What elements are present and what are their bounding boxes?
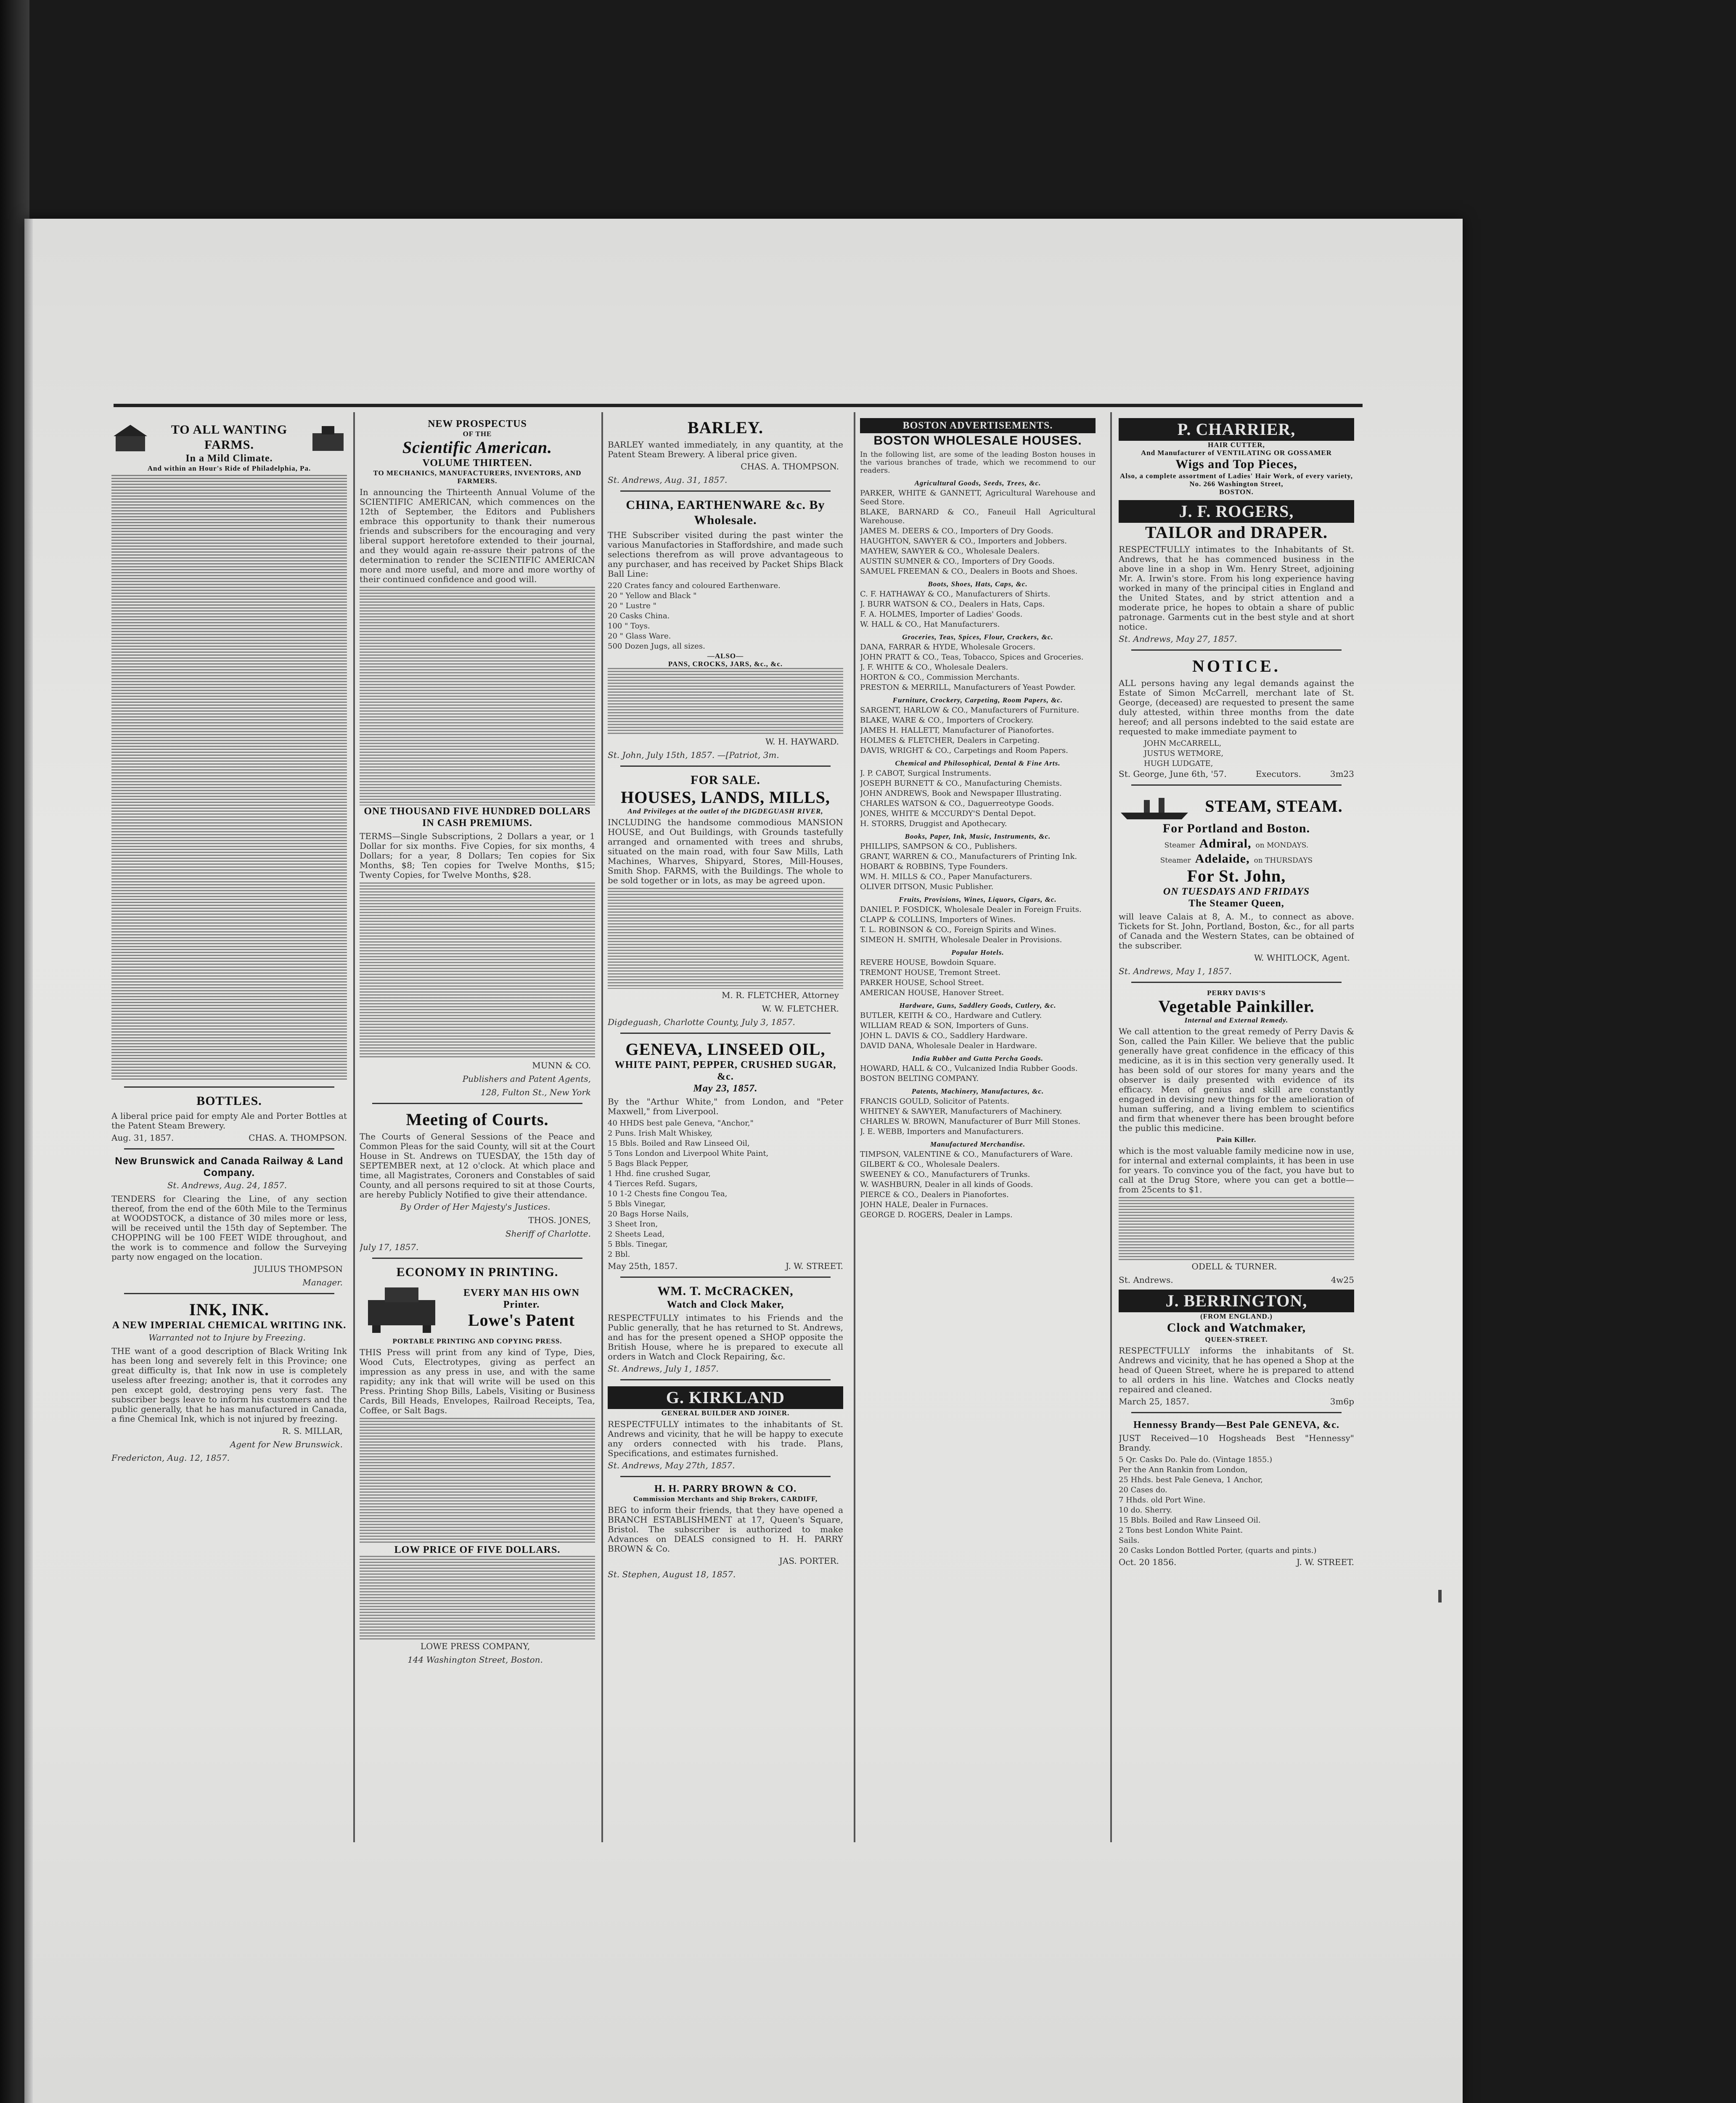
notice-name: JUSTUS WETMORE, — [1144, 749, 1224, 758]
charrier-city: BOSTON. — [1219, 488, 1254, 496]
divider — [1131, 1412, 1342, 1413]
china-also: —ALSO— — [707, 652, 744, 660]
rogers-subtitle: TAILOR and DRAPER. — [1145, 523, 1328, 542]
brandy-item: 5 Qr. Casks Do. Pale do. (Vintage 1855.) — [1119, 1455, 1273, 1464]
brandy-text: JUST Received—10 Hogsheads Best "Hennessy" Brandy. — [1119, 1433, 1354, 1453]
geneva-item: 1 Hhd. fine crushed Sugar, — [608, 1169, 711, 1178]
rogers-title: J. F. ROGERS, — [1119, 500, 1354, 523]
sale-big-title: HOUSES, LANDS, MILLS, — [621, 788, 830, 807]
brandy-signature: J. W. STREET. — [1296, 1557, 1354, 1567]
steam-title: STEAM, STEAM. — [1205, 797, 1343, 816]
brandy-item: 20 Casks London Bottled Porter, (quarts and pints.) — [1119, 1546, 1317, 1555]
boston-listing: PHILLIPS, SAMPSON & CO., Publishers. — [860, 842, 1017, 851]
charrier-text-2: Also, a complete assortment of Ladies' Hair Work, of every variety, — [1119, 472, 1353, 480]
boston-listing: TREMONT HOUSE, Tremont Street. — [860, 968, 1001, 977]
notice-name: JOHN McCARRELL, — [1144, 739, 1222, 748]
boston-listing: HAUGHTON, SAWYER & CO., Importers and Jobbers. — [860, 537, 1067, 546]
mccracken-title: WM. T. McCRACKEN, — [657, 1284, 794, 1298]
geneva-item: 40 HHDS best pale Geneva, "Anchor," — [608, 1119, 754, 1128]
boston-sections — [860, 479, 1096, 1219]
rogers-date: St. Andrews, May 27, 1857. — [1119, 634, 1237, 644]
sa-volume: VOLUME THIRTEEN. — [422, 458, 532, 469]
geneva-item: 2 Sheets Lead, — [608, 1230, 665, 1239]
barley-title: BARLEY. — [687, 418, 764, 437]
divider — [620, 1379, 831, 1380]
ink-date: Fredericton, Aug. 12, 1857. — [111, 1453, 230, 1463]
barley-text: BARLEY wanted immediately, in any quantity, at the Patent Steam Brewery. A liberal price given. — [608, 440, 843, 459]
boston-listing: REVERE HOUSE, Bowdoin Square. — [860, 958, 996, 967]
divider — [1131, 784, 1342, 786]
geneva-date: May 25th, 1857. — [608, 1261, 678, 1271]
sale-body-text — [608, 888, 843, 989]
boston-header: BOSTON ADVERTISEMENTS. — [860, 418, 1096, 433]
steam-text: will leave Calais at 8, A. M., to connect as above. Tickets for St. John, Portland, Boston, &c., for all parts of Canada and the Western States, can be obtained of the subscriber. — [1119, 911, 1354, 951]
geneva-item: 3 Sheet Iron, — [608, 1220, 658, 1229]
printing-body-text-2 — [360, 1556, 595, 1640]
kirkland-title: G. KIRKLAND — [608, 1386, 843, 1409]
printing-title: ECONOMY IN PRINTING. — [396, 1265, 558, 1279]
boston-listing: W. HALL & CO., Hat Manufacturers. — [860, 620, 1000, 629]
boston-listing: AMERICAN HOUSE, Hanover Street. — [860, 988, 1004, 997]
farm-building-icon — [309, 423, 347, 452]
courts-text: The Courts of General Sessions of the Peace and Common Pleas for the said County, will sit at the Court House in St. Andrews on TUESDAY, the 15th day of SEPTEMBER next, at 12 o'clock. At which place and time, all Magistrates, Coroners and Constables of said County, and all persons required to sit at those Courts, are hereby Publicly Notified to give their attendance. — [360, 1131, 595, 1200]
steam-adelaide: Adelaide, — [1195, 852, 1250, 866]
boston-listing: C. F. HATHAWAY & CO., Manufacturers of Shirts. — [860, 590, 1051, 599]
boston-listing: J. P. CABOT, Surgical Instruments. — [860, 769, 992, 778]
china-item: 20 " Glass Ware. — [608, 632, 671, 641]
brandy-date: Oct. 20 1856. — [1119, 1557, 1177, 1567]
divider — [372, 1258, 582, 1259]
ink-text: THE want of a good description of Black Writing Ink has been long and severely felt in this Province; one great difficulty is, that Ink now in use is completely useless after freezing; another is, that it corrodes any pen except gold, destroying pens very fast. The subscriber begs leave to inform his customers and the public generally, that he has manufactured in Canada, a fine Chemical Ink, which is not injured by freezing. — [111, 1346, 347, 1424]
boston-listing: SWEENEY & CO., Manufacturers of Trunks. — [860, 1170, 1030, 1179]
steam-admiral: Admiral, — [1199, 837, 1252, 850]
farms-subtitle-2: And within an Hour's Ride of Philadelphia, Pa. — [147, 464, 311, 472]
brandy-signature-row — [1119, 1557, 1354, 1567]
boston-section-heading: Manufactured Merchandise. — [930, 1140, 1026, 1148]
printing-price: LOW PRICE OF FIVE DOLLARS. — [394, 1544, 561, 1555]
boston-listing: DAVID DANA, Wholesale Dealer in Hardware. — [860, 1041, 1037, 1050]
column-rule — [601, 412, 603, 1842]
divider — [620, 1277, 831, 1278]
column-3 — [608, 412, 843, 1851]
sale-signature-2: W. W. FLETCHER. — [762, 1004, 839, 1014]
geneva-item: 2 Bbl. — [608, 1250, 630, 1259]
boston-title: BOSTON WHOLESALE HOUSES. — [873, 434, 1082, 448]
sale-text: INCLUDING the handsome commodious MANSION HOUSE, and Out Buildings, with Grounds tastefully arranged and ornamented with trees and shrubs, situated on the main road, with four Saw Mills, Lath Machines, Wharves, Shipyard, Stores, Mill-Houses, Smith Shop. FARMS, with the Buildings. The whole to be sold together or in lots, as may be agreed upon. — [608, 817, 843, 885]
kirkland-subtitle: GENERAL BUILDER AND JOINER. — [661, 1409, 790, 1417]
geneva-text: By the "Arthur White," from London, and "Peter Maxwell," from Liverpool. — [608, 1097, 843, 1116]
steam-adelaide-row — [1119, 851, 1354, 866]
china-text: THE Subscriber visited during the past winter the various Manufactories in Staffordshire, and made such selections therefrom as will prove advantageous to any purchaser, and has received by Packet Ships Black Ball Line: — [608, 530, 843, 579]
sa-body-text — [360, 587, 595, 805]
boston-listing: PRESTON & MERRILL, Manufacturers of Yeast Powder. — [860, 683, 1076, 692]
boston-listing: BLAKE, WARE & CO., Importers of Crockery. — [860, 716, 1034, 725]
farms-body-text — [111, 475, 347, 1081]
boston-listing: CHARLES WATSON & CO., Daguerreotype Goods. — [860, 799, 1054, 808]
berrington-from: (FROM ENGLAND.) — [1200, 1312, 1273, 1320]
geneva-item: 5 Tons London and Liverpool White Paint, — [608, 1149, 769, 1158]
mccracken-subtitle: Watch and Clock Maker, — [667, 1299, 784, 1310]
steam-queen: The Steamer Queen, — [1188, 898, 1284, 909]
farms-subtitle: In a Mild Climate. — [185, 453, 273, 464]
divider — [1131, 982, 1342, 983]
sa-signature: MUNN & CO. — [532, 1060, 591, 1070]
boston-listing: JOHN HALE, Dealer in Furnaces. — [860, 1200, 988, 1209]
steam-portland: For Portland and Boston. — [1162, 821, 1310, 835]
bottles-date: Aug. 31, 1857. — [111, 1133, 174, 1143]
printing-text: THIS Press will print from any kind of Type, Dies, Wood Cuts, Electrotypes, giving as perfect an impression as any press in use, and with the same rapidity; any ink that will write will be used on this Press. Printing Shop Bills, Labels, Visiting or Business Cards, Bill Heads, Envelopes, Railroad Receipts, Tea, Coffee, or Salt Bags. — [360, 1347, 595, 1415]
brandy-item: 15 Bbls. Boiled and Raw Linseed Oil. — [1119, 1516, 1261, 1525]
ink-subtitle: A NEW IMPERIAL CHEMICAL WRITING INK. — [112, 1320, 347, 1331]
railway-signature-role: Manager. — [302, 1277, 343, 1287]
geneva-item: 5 Bbls Vinegar, — [608, 1200, 666, 1208]
boston-section-heading: Groceries, Teas, Spices, Flour, Crackers, &c. — [902, 633, 1053, 641]
bottles-signature-row — [111, 1133, 347, 1142]
brandy-item: 20 Cases do. — [1119, 1486, 1167, 1494]
divider — [124, 1148, 334, 1149]
divider — [124, 1086, 334, 1088]
brandy-item: Per the Ann Rankin from London, — [1119, 1465, 1248, 1474]
boston-listing: SAMUEL FREEMAN & CO., Dealers in Boots and Shoes. — [860, 567, 1078, 576]
sa-title: Scientific American. — [402, 438, 553, 457]
boston-listing: BOSTON BELTING COMPANY. — [860, 1074, 979, 1083]
ink-signature: R. S. MILLAR, — [282, 1426, 343, 1436]
farms-header — [111, 422, 347, 453]
geneva-items-list — [608, 1119, 843, 1259]
barley-signature: CHAS. A. THOMPSON. — [741, 461, 839, 471]
geneva-item: 5 Bags Black Pepper, — [608, 1159, 689, 1168]
geneva-item: 4 Tierces Refd. Sugars, — [608, 1179, 698, 1188]
divider — [620, 765, 831, 767]
china-item: 20 Casks China. — [608, 612, 670, 620]
china-items-list — [608, 581, 843, 651]
boston-section-heading: India Rubber and Gutta Percha Goods. — [912, 1054, 1043, 1062]
bottles-signature: CHAS. A. THOMPSON. — [249, 1133, 347, 1143]
divider — [1131, 649, 1342, 651]
painkiller-city-row — [1119, 1275, 1354, 1285]
china-item: 100 " Toys. — [608, 622, 650, 630]
painkiller-city: St. Andrews. — [1119, 1275, 1173, 1285]
printing-slogan: EVERY MAN HIS OWN Printer. — [463, 1287, 580, 1310]
boston-listing: CHARLES W. BROWN, Manufacturer of Burr Mill Stones. — [860, 1117, 1081, 1126]
boston-listing: SARGENT, HARLOW & CO., Manufacturers of Furniture. — [860, 706, 1080, 715]
boston-listing: FRANCIS GOULD, Solicitor of Patents. — [860, 1097, 1010, 1106]
mccracken-date: St. Andrews, July 1, 1857. — [608, 1364, 719, 1374]
boston-listing: JOHN ANDREWS, Book and Newspaper Illustrating. — [860, 789, 1062, 798]
kirkland-date: St. Andrews, May 27th, 1857. — [608, 1460, 735, 1470]
china-also-text: PANS, CROCKS, JARS, &c., &c. — [668, 660, 783, 668]
steamship-icon — [1119, 792, 1190, 821]
steam-admiral-row — [1119, 836, 1354, 851]
berrington-title: J. BERRINGTON, — [1119, 1290, 1354, 1312]
geneva-subtitle: WHITE PAINT, PEPPER, CRUSHED SUGAR, &c. — [614, 1059, 836, 1082]
notice-text: ALL persons having any legal demands against the Estate of Simon McCarrell, merchant late of St. George, (deceased) are requested to present the same duly attested, within three months from the date hereof; and all persons indebted to the said estate are requested to make immediate payment to — [1119, 678, 1354, 736]
sa-premium: ONE THOUSAND FIVE HUNDRED DOLLARS IN CASH PREMIUMS. — [364, 806, 591, 829]
boston-listing: W. WASHBURN, Dealer in all kinds of Goods. — [860, 1180, 1033, 1189]
painkiller-prefix: PERRY DAVIS'S — [1207, 989, 1266, 997]
boston-listing: HOBART & ROBBINS, Type Founders. — [860, 862, 1008, 871]
boston-listing: JAMES M. DEERS & CO., Importers of Dry Goods. — [860, 527, 1053, 535]
sa-terms: TERMS—Single Subscriptions, 2 Dollars a year, or 1 Dollar for six months. Five Copies, for six months, 4 Dollars; for a year, 8 Dollars; Ten copies for Six Months, $8; Ten copies for Twelve Months, $15; Twenty Copies, for Twelve Months, $28. — [360, 831, 595, 880]
column-1 — [111, 412, 347, 1851]
boston-listing: WILLIAM READ & SON, Importers of Guns. — [860, 1021, 1029, 1030]
parry-signature: JAS. PORTER. — [779, 1556, 839, 1566]
notice-date: St. George, June 6th, '57. — [1119, 769, 1227, 779]
boston-section-heading: Agricultural Goods, Seeds, Trees, &c. — [914, 479, 1041, 487]
geneva-item: 20 Bags Horse Nails, — [608, 1210, 689, 1218]
geneva-item: 2 Puns. Irish Malt Whiskey, — [608, 1129, 713, 1138]
boston-listing: J. F. WHITE & CO., Wholesale Dealers. — [860, 663, 1008, 672]
courts-order: By Order of Her Majesty's Justices. — [400, 1202, 550, 1212]
ink-signature-role: Agent for New Brunswick. — [230, 1439, 343, 1449]
painkiller-text-2: which is the most valuable family medicine now in use, for internal and external complaints, it has been in use for years. To convince you of the fact, you have but to call at the Drug Store, where you can get a bottle—from 25cents to $1. — [1119, 1146, 1354, 1195]
sa-body-text-2 — [360, 882, 595, 1059]
boston-listing: GEORGE D. ROGERS, Dealer in Lamps. — [860, 1210, 1013, 1219]
sale-date: Digdeguash, Charlotte County, July 3, 1857. — [608, 1017, 795, 1027]
steam-stjohn-days: ON TUESDAYS AND FRIDAYS — [1163, 886, 1310, 897]
boston-listing: PARKER, WHITE & GANNETT, Agricultural Warehouse and Seed Store. — [860, 489, 1096, 506]
printing-signature: LOWE PRESS COMPANY, — [420, 1641, 530, 1651]
ink-title: INK, INK. — [189, 1300, 270, 1319]
railway-date: St. Andrews, Aug. 24, 1857. — [167, 1180, 287, 1190]
china-item: 20 " Lustre " — [608, 601, 656, 610]
column-4 — [860, 412, 1096, 1851]
charrier-text: And Manufacturer of VENTILATING OR GOSSAMER — [1141, 449, 1332, 457]
china-date: St. John, July 15th, 1857. —[Patriot, 3m. — [608, 750, 779, 760]
berrington-ref: 3m6p — [1330, 1396, 1354, 1406]
barley-date: St. Andrews, Aug. 31, 1857. — [608, 475, 728, 485]
berrington-date: March 25, 1857. — [1119, 1396, 1189, 1406]
boston-listing: GILBERT & CO., Wholesale Dealers. — [860, 1160, 1000, 1169]
column-5 — [1119, 412, 1354, 1851]
boston-section-heading: Books, Paper, Ink, Music, Instruments, &c. — [905, 832, 1051, 840]
column-rule — [353, 412, 355, 1842]
painkiller-subtitle: Internal and External Remedy. — [1184, 1016, 1289, 1024]
sa-signature-address: 128, Fulton St., New York — [480, 1087, 591, 1097]
china-signature: W. H. HAYWARD. — [765, 736, 839, 747]
boston-listing: WHITNEY & SAWYER, Manufacturers of Machinery. — [860, 1107, 1062, 1116]
berrington-street: QUEEN-STREET. — [1205, 1335, 1268, 1343]
rogers-text: RESPECTFULLY intimates to the Inhabitants of St. Andrews, that he has commenced business in the above line in a shop in Wm. Henry Street, adjoining Mr. A. Irwin's store. From his long experience having worked in many of the principal cities in England and the United States, and by strict attention and a moderate price, he hopes to obtain a share of public patronage. Garments cut in the best style and at short notice. — [1119, 544, 1354, 632]
courts-date: July 17, 1857. — [360, 1242, 419, 1252]
geneva-item: 15 Bbls. Boiled and Raw Linseed Oil, — [608, 1139, 750, 1148]
notice-names — [1119, 739, 1354, 768]
brandy-item: 7 Hhds. old Port Wine. — [1119, 1496, 1206, 1504]
boston-listing: PARKER HOUSE, School Street. — [860, 978, 984, 987]
steam-adelaide-day: on THURSDAYS — [1254, 856, 1313, 865]
geneva-date-head: May 23, 1857. — [693, 1083, 758, 1094]
charrier-subtitle: HAIR CUTTER, — [1208, 441, 1265, 449]
steam-adelaide-prefix: Steamer — [1160, 856, 1191, 865]
parry-title: H. H. PARRY BROWN & CO. — [654, 1483, 797, 1494]
geneva-signature: J. W. STREET. — [785, 1261, 843, 1271]
boston-listing: HOLMES & FLETCHER, Dealers in Carpeting. — [860, 736, 1040, 745]
boston-listing: GRANT, WARREN & CO., Manufacturers of Printing Ink. — [860, 852, 1077, 861]
courts-signature-role: Sheriff of Charlotte. — [505, 1229, 591, 1239]
bottles-text: A liberal price paid for empty Ale and Porter Bottles at the Patent Steam Brewery. — [111, 1111, 347, 1131]
notice-role: Executors. — [1255, 769, 1301, 779]
notice-name: HUGH LUDGATE, — [1144, 759, 1213, 768]
boston-section-heading: Chemical and Philosophical, Dental & Fine Arts. — [895, 759, 1061, 767]
painkiller-text: We call attention to the great remedy of Perry Davis & Son, called the Pain Killer. We believe that the public generally have great confidence in the efficacy of this medicine, as it is in this section very generally used. It has been sold of our stores for many years and the observer is daily presented with evidence of its efficacy. Men of genius and skill are constantly engaged in devising new things for the amelioration of human suffering, and a living emblem to scientifics and firm that whenever there has been brought before the public this medicine. — [1119, 1026, 1354, 1133]
page-left-edge — [24, 219, 33, 2103]
brandy-items-list — [1119, 1455, 1354, 1555]
boston-listing: CLAPP & COLLINS, Importers of Wines. — [860, 915, 1016, 924]
painkiller-body-text — [1119, 1197, 1354, 1260]
china-item: 220 Crates fancy and coloured Earthenware. — [608, 581, 781, 590]
charrier-title: P. CHARRIER, — [1119, 418, 1354, 441]
notice-date-row — [1119, 769, 1354, 779]
steam-stjohn: For St. John, — [1187, 866, 1286, 885]
charrier-address: No. 266 Washington Street, — [1189, 480, 1283, 488]
divider — [620, 1033, 831, 1034]
courts-signature: THOS. JONES, — [528, 1215, 591, 1225]
boston-listing: T. L. ROBINSON & CO., Foreign Spirits and Wines. — [860, 925, 1056, 934]
steam-signature: W. WHITLOCK, Agent. — [1254, 953, 1350, 963]
boston-listing: H. STORRS, Druggist and Apothecary. — [860, 819, 1007, 828]
boston-listing: PIERCE & CO., Dealers in Pianofortes. — [860, 1190, 1009, 1199]
boston-listing: HORTON & CO., Commission Merchants. — [860, 673, 1020, 682]
boston-listing: JOSEPH BURNETT & CO., Manufacturing Chemists. — [860, 779, 1062, 788]
boston-listing: J. E. WEBB, Importers and Manufacturers. — [860, 1127, 1024, 1136]
steam-admiral-day: on MONDAYS. — [1255, 841, 1309, 850]
mccracken-text: RESPECTFULLY intimates to his Friends and the Public generally, that he has returned to St. Andrews, and has for the present opened a SHOP opposite the British House, where he is prepared to execute all orders in Watch and Clock Repairing, &c. — [608, 1313, 843, 1361]
boston-listing: TIMPSON, VALENTINE & CO., Manufacturers of Ware. — [860, 1150, 1073, 1159]
boston-section-heading: Popular Hotels. — [951, 948, 1004, 956]
boston-listing: J. BURR WATSON & CO., Dealers in Hats, Caps. — [860, 600, 1045, 609]
painkiller-signature: ODELL & TURNER. — [1191, 1261, 1277, 1271]
printing-body-text — [360, 1418, 595, 1544]
divider — [620, 1476, 831, 1477]
berrington-subtitle: Clock and Watchmaker, — [1167, 1321, 1306, 1335]
geneva-title: GENEVA, LINSEED OIL, — [625, 1040, 826, 1059]
steam-header — [1119, 792, 1354, 821]
ink-warranted: Warranted not to Injure by Freezing. — [148, 1332, 306, 1343]
boston-listing: BUTLER, KEITH & CO., Hardware and Cutlery. — [860, 1011, 1042, 1020]
sale-signature: M. R. FLETCHER, Attorney — [722, 990, 839, 1000]
boston-listing: DANA, FARRAR & HYDE, Wholesale Grocers. — [860, 643, 1035, 652]
berrington-date-row — [1119, 1397, 1354, 1406]
boston-listing: JOHN PRATT & CO., Teas, Tobacco, Spices and Groceries. — [860, 653, 1084, 662]
sa-signature-role: Publishers and Patent Agents, — [462, 1074, 591, 1084]
sa-audience: TO MECHANICS, MANUFACTURERS, INVENTORS, AND FARMERS. — [373, 469, 582, 485]
boston-listing: DAVIS, WRIGHT & CO., Carpetings and Room Papers. — [860, 746, 1068, 755]
sale-title: FOR SALE. — [691, 773, 760, 787]
geneva-signature-row — [608, 1261, 843, 1271]
china-item: 500 Dozen Jugs, all sizes. — [608, 642, 705, 651]
top-rule — [114, 404, 1363, 407]
column-2 — [360, 412, 595, 1851]
divider — [124, 1293, 334, 1294]
column-rule — [854, 412, 855, 1842]
boston-listing: AUSTIN SUMNER & CO., Importers of Dry Goods. — [860, 557, 1055, 566]
boston-listing: OLIVER DITSON, Music Publisher. — [860, 882, 994, 891]
berrington-text: RESPECTFULLY informs the inhabitants of St. Andrews and vicinity, that he has opened a Shop at the head of Queen Street, where he is prepared to attend to all orders in his line. Watches and Clocks neatly repaired and cleaned. — [1119, 1345, 1354, 1394]
sale-subtitle: And Privileges at the outlet of the DIGDEGUASH RIVER, — [627, 807, 823, 815]
boston-section-heading: Boots, Shoes, Hats, Caps, &c. — [928, 580, 1028, 588]
printing-press-icon — [360, 1283, 444, 1334]
page-edge-mark — [1438, 1590, 1442, 1602]
geneva-item: 5 Bbls. Tinegar, — [608, 1240, 668, 1249]
parry-date: St. Stephen, August 18, 1857. — [608, 1569, 736, 1579]
geneva-item: 10 1-2 Chests fine Congou Tea, — [608, 1189, 728, 1198]
divider — [620, 490, 831, 492]
boston-listing: JOHN L. DAVIS & CO., Saddlery Hardware. — [860, 1031, 1028, 1040]
steam-admiral-prefix: Steamer — [1164, 841, 1195, 850]
boston-listing: SIMEON H. SMITH, Wholesale Dealer in Provisions. — [860, 935, 1062, 944]
china-title: CHINA, EARTHENWARE &c. By Wholesale. — [626, 498, 825, 527]
printing-signature-address: 144 Washington Street, Boston. — [408, 1655, 543, 1665]
boston-section-heading: Hardware, Guns, Saddlery Goods, Cutlery, &c. — [899, 1001, 1056, 1009]
boston-listing: HOWARD, HALL & CO., Vulcanized India Rubber Goods. — [860, 1064, 1078, 1073]
brandy-item: Sails. — [1119, 1536, 1140, 1545]
painkiller-title: Vegetable Painkiller. — [1158, 997, 1315, 1016]
sa-of-the: OF THE — [463, 430, 492, 438]
boston-intro: In the following list, are some of the leading Boston houses in the various branches of trade, which we recommend to our readers. — [860, 450, 1096, 475]
railway-text: TENDERS for Clearing the Line, of any section thereof, from the end of the 60th Mile to the Terminus at WOODSTOCK, a distance of 30 miles more or less, will be received until the 15th day of September. The CHOPPING will be 100 FEET WIDE throughout, and the work is to commence and follow the Surveying party now engaged on the location. — [111, 1194, 347, 1262]
railway-signature: JULIUS THOMPSON — [254, 1264, 343, 1274]
steam-date: St. Andrews, May 1, 1857. — [1119, 966, 1232, 976]
boston-listing: BLAKE, BARNARD & CO., Faneuil Hall Agricultural Warehouse. — [860, 508, 1096, 525]
china-body-text — [608, 668, 843, 735]
boston-listing: MAYHEW, SAWYER & CO., Wholesale Dealers. — [860, 547, 1040, 556]
railway-title: New Brunswick and Canada Railway & Land Company. — [115, 1155, 344, 1179]
printing-subtitle: PORTABLE PRINTING AND COPYING PRESS. — [392, 1337, 562, 1345]
boston-listing: F. A. HOLMES, Importer of Ladies' Goods. — [860, 610, 1023, 619]
kirkland-text: RESPECTFULLY intimates to the inhabitants of St. Andrews and vicinity, that he will be happy to execute any orders connected with his trade. Plans, Specifications, and estimates furnished. — [608, 1419, 843, 1458]
column-rule — [1110, 412, 1112, 1842]
boston-section-heading: Furniture, Crockery, Carpeting, Room Papers, &c. — [892, 696, 1063, 704]
sa-prospectus: NEW PROSPECTUS — [428, 418, 527, 429]
printing-patent: Lowe's Patent — [468, 1311, 575, 1330]
boston-listing: WM. H. MILLS & CO., Paper Manufacturers. — [860, 872, 1032, 881]
farms-title: TO ALL WANTING FARMS. — [171, 423, 288, 452]
painkiller-ref: 4w25 — [1331, 1275, 1354, 1285]
brandy-title: Hennessy Brandy—Best Pale GENEVA, &c. — [1133, 1420, 1339, 1430]
boston-listing: JONES, WHITE & MCCURDY'S Dental Depot. — [860, 809, 1036, 818]
printing-header — [360, 1283, 595, 1334]
notice-title: NOTICE. — [1192, 657, 1281, 675]
boston-listing: JAMES H. HALLETT, Manufacturer of Pianofortes. — [860, 726, 1054, 735]
courts-title: Meeting of Courts. — [406, 1110, 549, 1129]
boston-section-heading: Fruits, Provisions, Wines, Liquors, Cigars, &c. — [899, 895, 1057, 903]
notice-ref: 3m23 — [1330, 769, 1354, 779]
parry-subtitle: Commission Merchants and Ship Brokers, CARDIFF, — [633, 1495, 818, 1503]
brandy-item: 25 Hhds. best Pale Geneva, 1 Anchor, — [1119, 1475, 1263, 1484]
brandy-item: 2 Tons best London White Paint. — [1119, 1526, 1243, 1535]
painkiller-heading-2: Pain Killer. — [1216, 1136, 1257, 1144]
parry-text: BEG to inform their friends, that they have opened a BRANCH ESTABLISHMENT at 17, Queen's Square, Bristol. The subscriber is authorized to make Advances on DEALS consigned to H. H. PARRY BROWN & Co. — [608, 1505, 843, 1554]
boston-section-heading: Patents, Machinery, Manufactures, &c. — [911, 1087, 1044, 1095]
divider — [372, 1103, 582, 1104]
brandy-item: 10 do. Sherry. — [1119, 1506, 1172, 1515]
china-item: 20 " Yellow and Black " — [608, 591, 697, 600]
boston-listing: DANIEL P. FOSDICK, Wholesale Dealer in Foreign Fruits. — [860, 905, 1082, 914]
charrier-product: Wigs and Top Pieces, — [1175, 457, 1297, 471]
sa-text: In announcing the Thirteenth Annual Volume of the SCIENTIFIC AMERICAN, which commences on the 12th of September, the Editors and Publishers embrace this opportunity to thank their numerous friends and subscribers for the encouraging and very liberal support heretofore extended to their journal, and they would again re-assure their patrons of the determination to render the SCIENTIFIC AMERICAN more and more useful, and more and more worthy of their continued confidence and good will. — [360, 487, 595, 584]
bottles-title: BOTTLES. — [196, 1094, 262, 1108]
house-icon — [111, 423, 149, 452]
